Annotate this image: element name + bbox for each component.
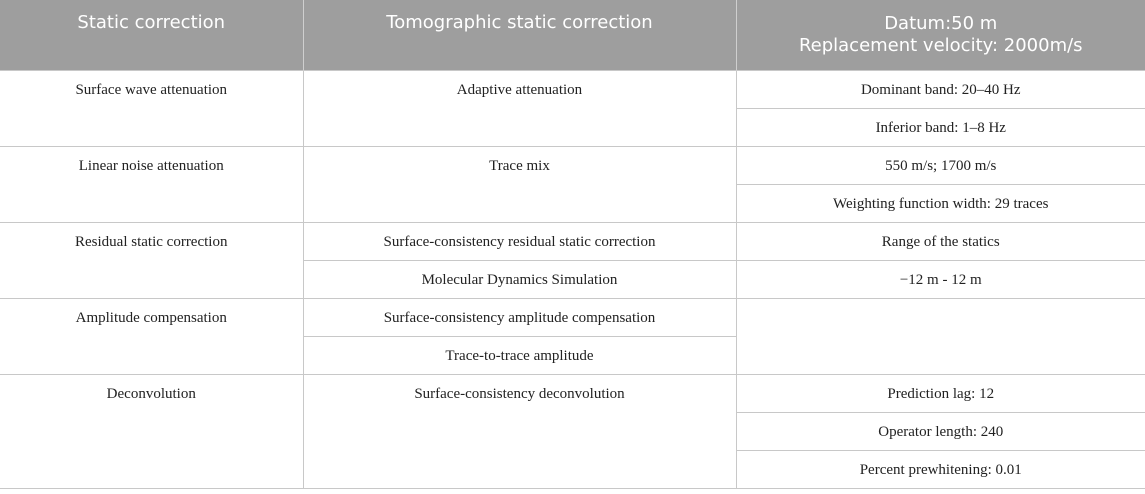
param-cell: Range of the statics	[736, 222, 1145, 260]
param-cell: Operator length: 240	[736, 412, 1145, 450]
method-cell: Molecular Dynamics Simulation	[303, 260, 736, 298]
table-row	[0, 222, 1145, 260]
table-row	[0, 146, 1145, 184]
param-cell: Percent prewhitening: 0.01	[736, 450, 1145, 488]
header-static-correction: Static correction	[0, 0, 303, 70]
step-cell: Amplitude compensation	[0, 298, 303, 374]
header-datum-line2: Replacement velocity: 2000m/s	[798, 35, 1083, 56]
step-cell: Surface wave attenuation	[0, 70, 303, 146]
table-row	[0, 298, 1145, 336]
method-cell: Surface-consistency residual static correction	[303, 222, 736, 260]
step-cell: Linear noise attenuation	[0, 146, 303, 222]
param-cell: Dominant band: 20–40 Hz	[736, 70, 1145, 108]
header-datum	[736, 0, 1145, 70]
table-row	[0, 374, 1145, 412]
param-cell: −12 m - 12 m	[736, 260, 1145, 298]
method-cell: Adaptive attenuation	[303, 70, 736, 146]
method-cell: Surface-consistency deconvolution	[303, 374, 736, 488]
header-tomographic-static-correction: Tomographic static correction	[303, 0, 736, 70]
param-cell: Prediction lag: 12	[736, 374, 1145, 412]
param-cell-empty	[736, 298, 1145, 374]
param-cell: 550 m/s; 1700 m/s	[736, 146, 1145, 184]
header-row	[0, 0, 1145, 70]
table-row	[0, 70, 1145, 108]
param-cell: Weighting function width: 29 traces	[736, 184, 1145, 222]
step-cell: Residual static correction	[0, 222, 303, 298]
method-cell: Surface-consistency amplitude compensation	[303, 298, 736, 336]
method-cell: Trace-to-trace amplitude	[303, 336, 736, 374]
param-cell: Inferior band: 1–8 Hz	[736, 108, 1145, 146]
method-cell: Trace mix	[303, 146, 736, 222]
step-cell: Deconvolution	[0, 374, 303, 488]
header-datum-line1: Datum:50 m	[884, 13, 998, 34]
